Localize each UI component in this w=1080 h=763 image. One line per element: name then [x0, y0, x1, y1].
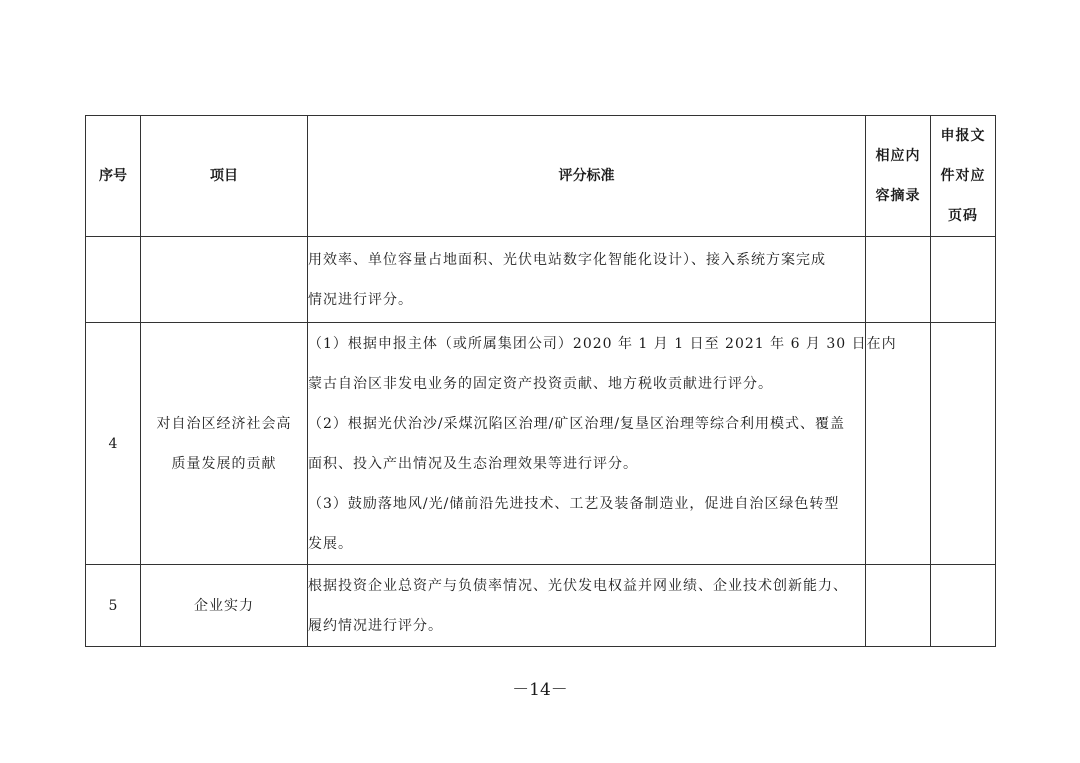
header-seq: 序号	[86, 116, 141, 237]
criteria-line: 面积、投入产出情况及生态治理效果等进行评分。	[308, 455, 638, 472]
cell-item	[141, 323, 308, 565]
header-excerpt	[866, 116, 931, 237]
cell-excerpt	[866, 565, 931, 647]
cell-page-ref	[931, 323, 996, 565]
header-criteria: 评分标准	[308, 116, 866, 237]
criteria-line: （3）鼓励落地风/光/储前沿先进技术、工艺及装备制造业，促进自治区绿色转型	[308, 495, 840, 512]
header-page-ref-line: 申报文	[940, 128, 986, 144]
cell-criteria	[308, 323, 897, 565]
cell-excerpt	[866, 323, 931, 565]
header-excerpt-line: 相应内	[875, 148, 921, 164]
table-row	[86, 237, 996, 323]
item-line: 企业实力	[194, 597, 254, 614]
criteria-line: 用效率、单位容量占地面积、光伏电站数字化智能化设计）、接入系统方案完成	[308, 251, 826, 268]
cell-criteria	[308, 565, 866, 647]
table-row	[86, 565, 996, 647]
page-number: －14－	[512, 680, 568, 700]
criteria-line: 履约情况进行评分。	[308, 617, 443, 634]
criteria-line: （2）根据光伏治沙/采煤沉陷区治理/矿区治理/复垦区治理等综合利用模式、覆盖	[308, 415, 846, 432]
cell-item	[141, 565, 308, 647]
header-page-ref-line: 页码	[948, 208, 978, 224]
header-page-ref	[931, 116, 996, 237]
cell-page-ref	[931, 237, 996, 323]
evaluation-table	[85, 115, 996, 647]
header-item: 项目	[141, 116, 308, 237]
table-row	[86, 323, 996, 565]
item-line: 对自治区经济社会高	[156, 415, 292, 432]
cell-page-ref	[931, 565, 996, 647]
header-excerpt-line: 容摘录	[875, 188, 921, 204]
cell-seq: 5	[86, 565, 141, 647]
criteria-line: 发展。	[308, 535, 353, 552]
cell-seq: 4	[86, 323, 141, 565]
cell-criteria	[308, 237, 866, 323]
criteria-line: 根据投资企业总资产与负债率情况、光伏发电权益并网业绩、企业技术创新能力、	[308, 577, 848, 594]
cell-item	[141, 237, 308, 323]
cell-seq	[86, 237, 141, 323]
criteria-line: （1）根据申报主体（或所属集团公司）2020 年 1 月 1 日至 2021 年 6 月 30 日在内	[308, 335, 897, 352]
cell-excerpt	[866, 237, 931, 323]
criteria-line: 蒙古自治区非发电业务的固定资产投资贡献、地方税收贡献进行评分。	[308, 375, 773, 392]
item-line: 质量发展的贡献	[171, 455, 277, 472]
table-header-row	[86, 116, 996, 237]
criteria-line: 情况进行评分。	[308, 291, 413, 308]
header-page-ref-line: 件对应	[940, 168, 986, 184]
